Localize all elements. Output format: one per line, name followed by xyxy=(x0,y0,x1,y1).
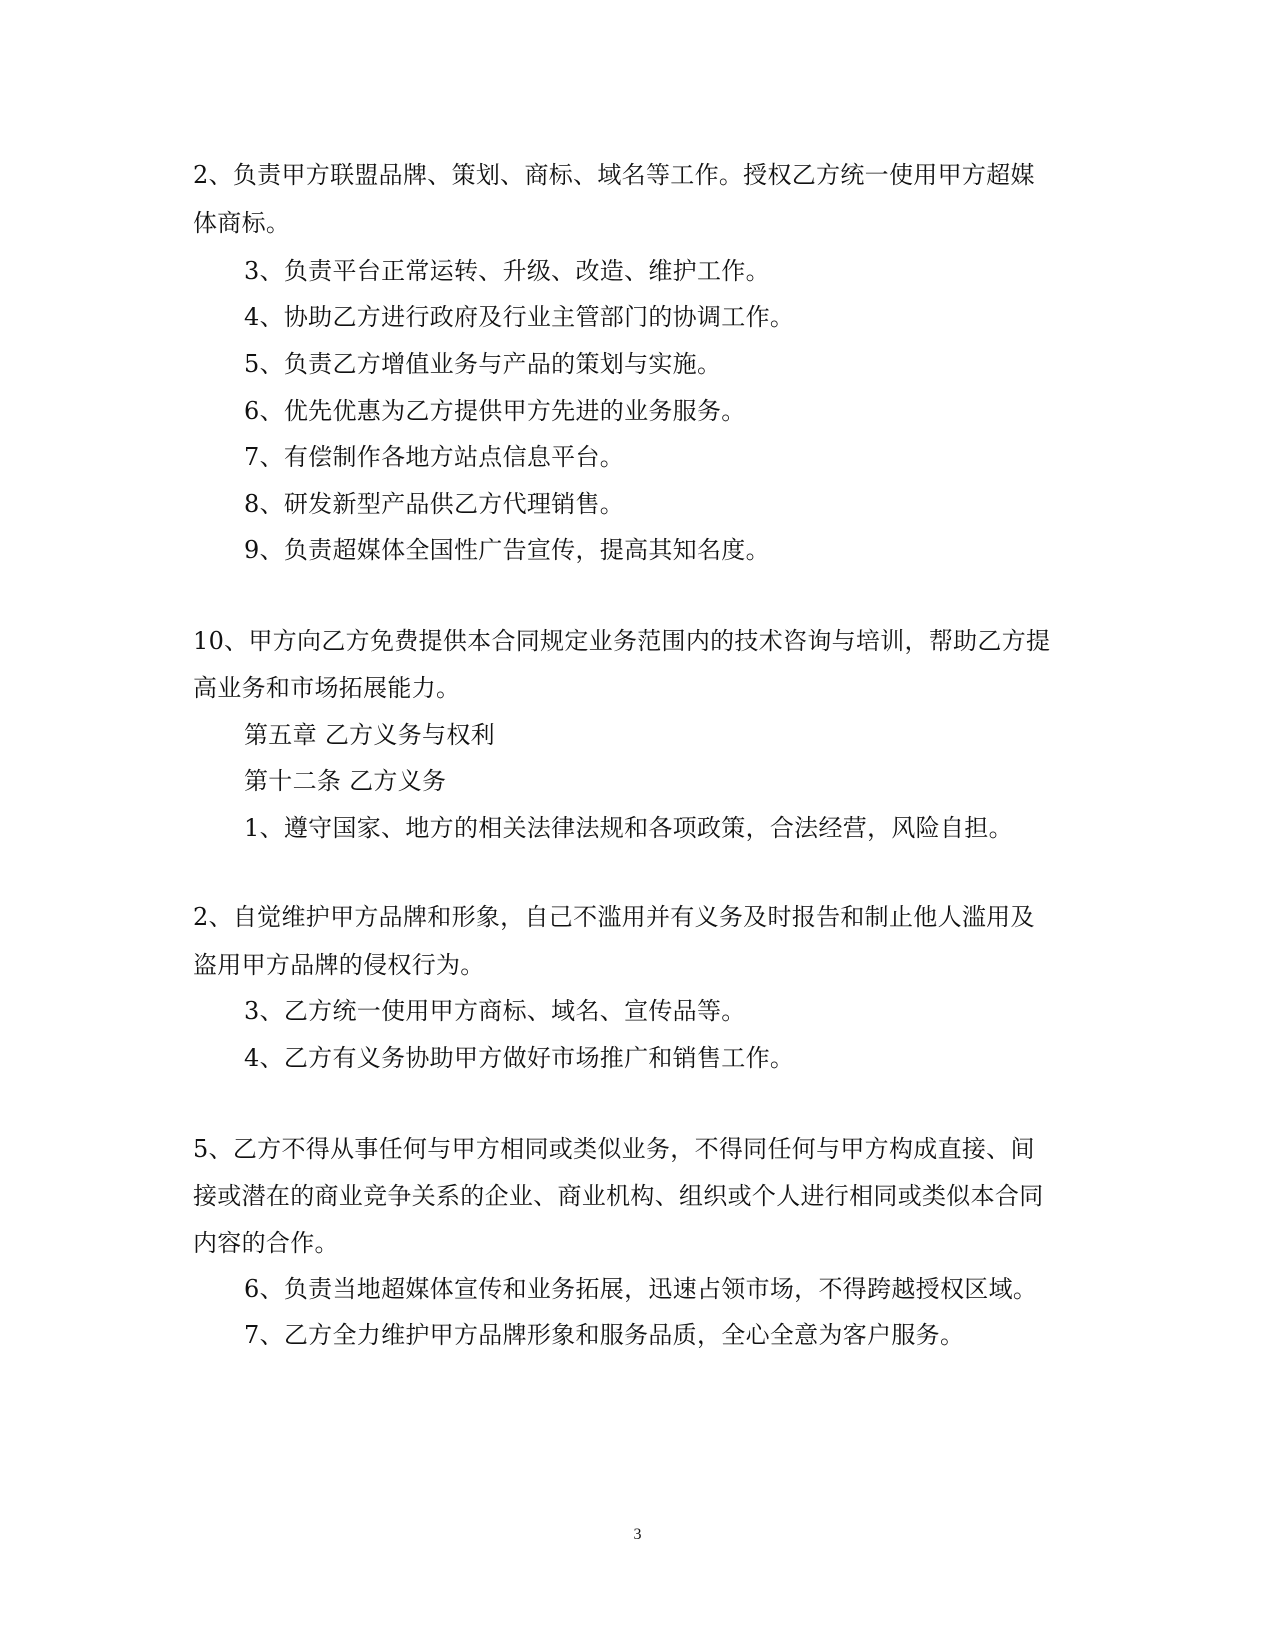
paragraph-line: 4、乙方有义务协助甲方做好市场推广和销售工作。 xyxy=(244,1044,795,1072)
paragraph-line: 7、乙方全力维护甲方品牌形象和服务品质，全心全意为客户服务。 xyxy=(244,1321,965,1349)
paragraph-line: 盗用甲方品牌的侵权行为。 xyxy=(193,951,485,979)
paragraph-line: 5、负责乙方增值业务与产品的策划与实施。 xyxy=(244,350,722,378)
paragraph-line: 高业务和市场拓展能力。 xyxy=(193,674,461,702)
paragraph-line: 3、负责平台正常运转、升级、改造、维护工作。 xyxy=(244,257,770,285)
paragraph-line: 4、协助乙方进行政府及行业主管部门的协调工作。 xyxy=(244,303,795,331)
paragraph-line: 接或潜在的商业竞争关系的企业、商业机构、组织或个人进行相同或类似本合同 xyxy=(193,1182,1044,1210)
paragraph-line: 3、乙方统一使用甲方商标、域名、宣传品等。 xyxy=(244,997,746,1025)
paragraph-line: 1、遵守国家、地方的相关法律法规和各项政策，合法经营，风险自担。 xyxy=(244,814,1013,842)
paragraph-line: 8、研发新型产品供乙方代理销售。 xyxy=(244,490,625,518)
paragraph-line: 5、乙方不得从事任何与甲方相同或类似业务，不得同任何与甲方构成直接、间 xyxy=(193,1135,1035,1163)
paragraph-line: 10、甲方向乙方免费提供本合同规定业务范围内的技术咨询与培训，帮助乙方提 xyxy=(193,627,1051,655)
paragraph-line: 2、负责甲方联盟品牌、策划、商标、域名等工作。授权乙方统一使用甲方超媒 xyxy=(193,161,1035,189)
paragraph-line: 2、自觉维护甲方品牌和形象，自己不滥用并有义务及时报告和制止他人滥用及 xyxy=(193,903,1035,931)
paragraph-line: 内容的合作。 xyxy=(193,1229,339,1257)
paragraph-line: 9、负责超媒体全国性广告宣传，提高其知名度。 xyxy=(244,536,770,564)
paragraph-line: 7、有偿制作各地方站点信息平台。 xyxy=(244,443,625,471)
chapter-heading: 第五章 乙方义务与权利 xyxy=(244,721,495,749)
paragraph-line: 体商标。 xyxy=(193,209,291,237)
paragraph-line: 6、优先优惠为乙方提供甲方先进的业务服务。 xyxy=(244,397,746,425)
paragraph-line: 6、负责当地超媒体宣传和业务拓展，迅速占领市场，不得跨越授权区域。 xyxy=(244,1275,1038,1303)
page-number: 3 xyxy=(633,1526,642,1543)
article-heading: 第十二条 乙方义务 xyxy=(244,767,447,795)
